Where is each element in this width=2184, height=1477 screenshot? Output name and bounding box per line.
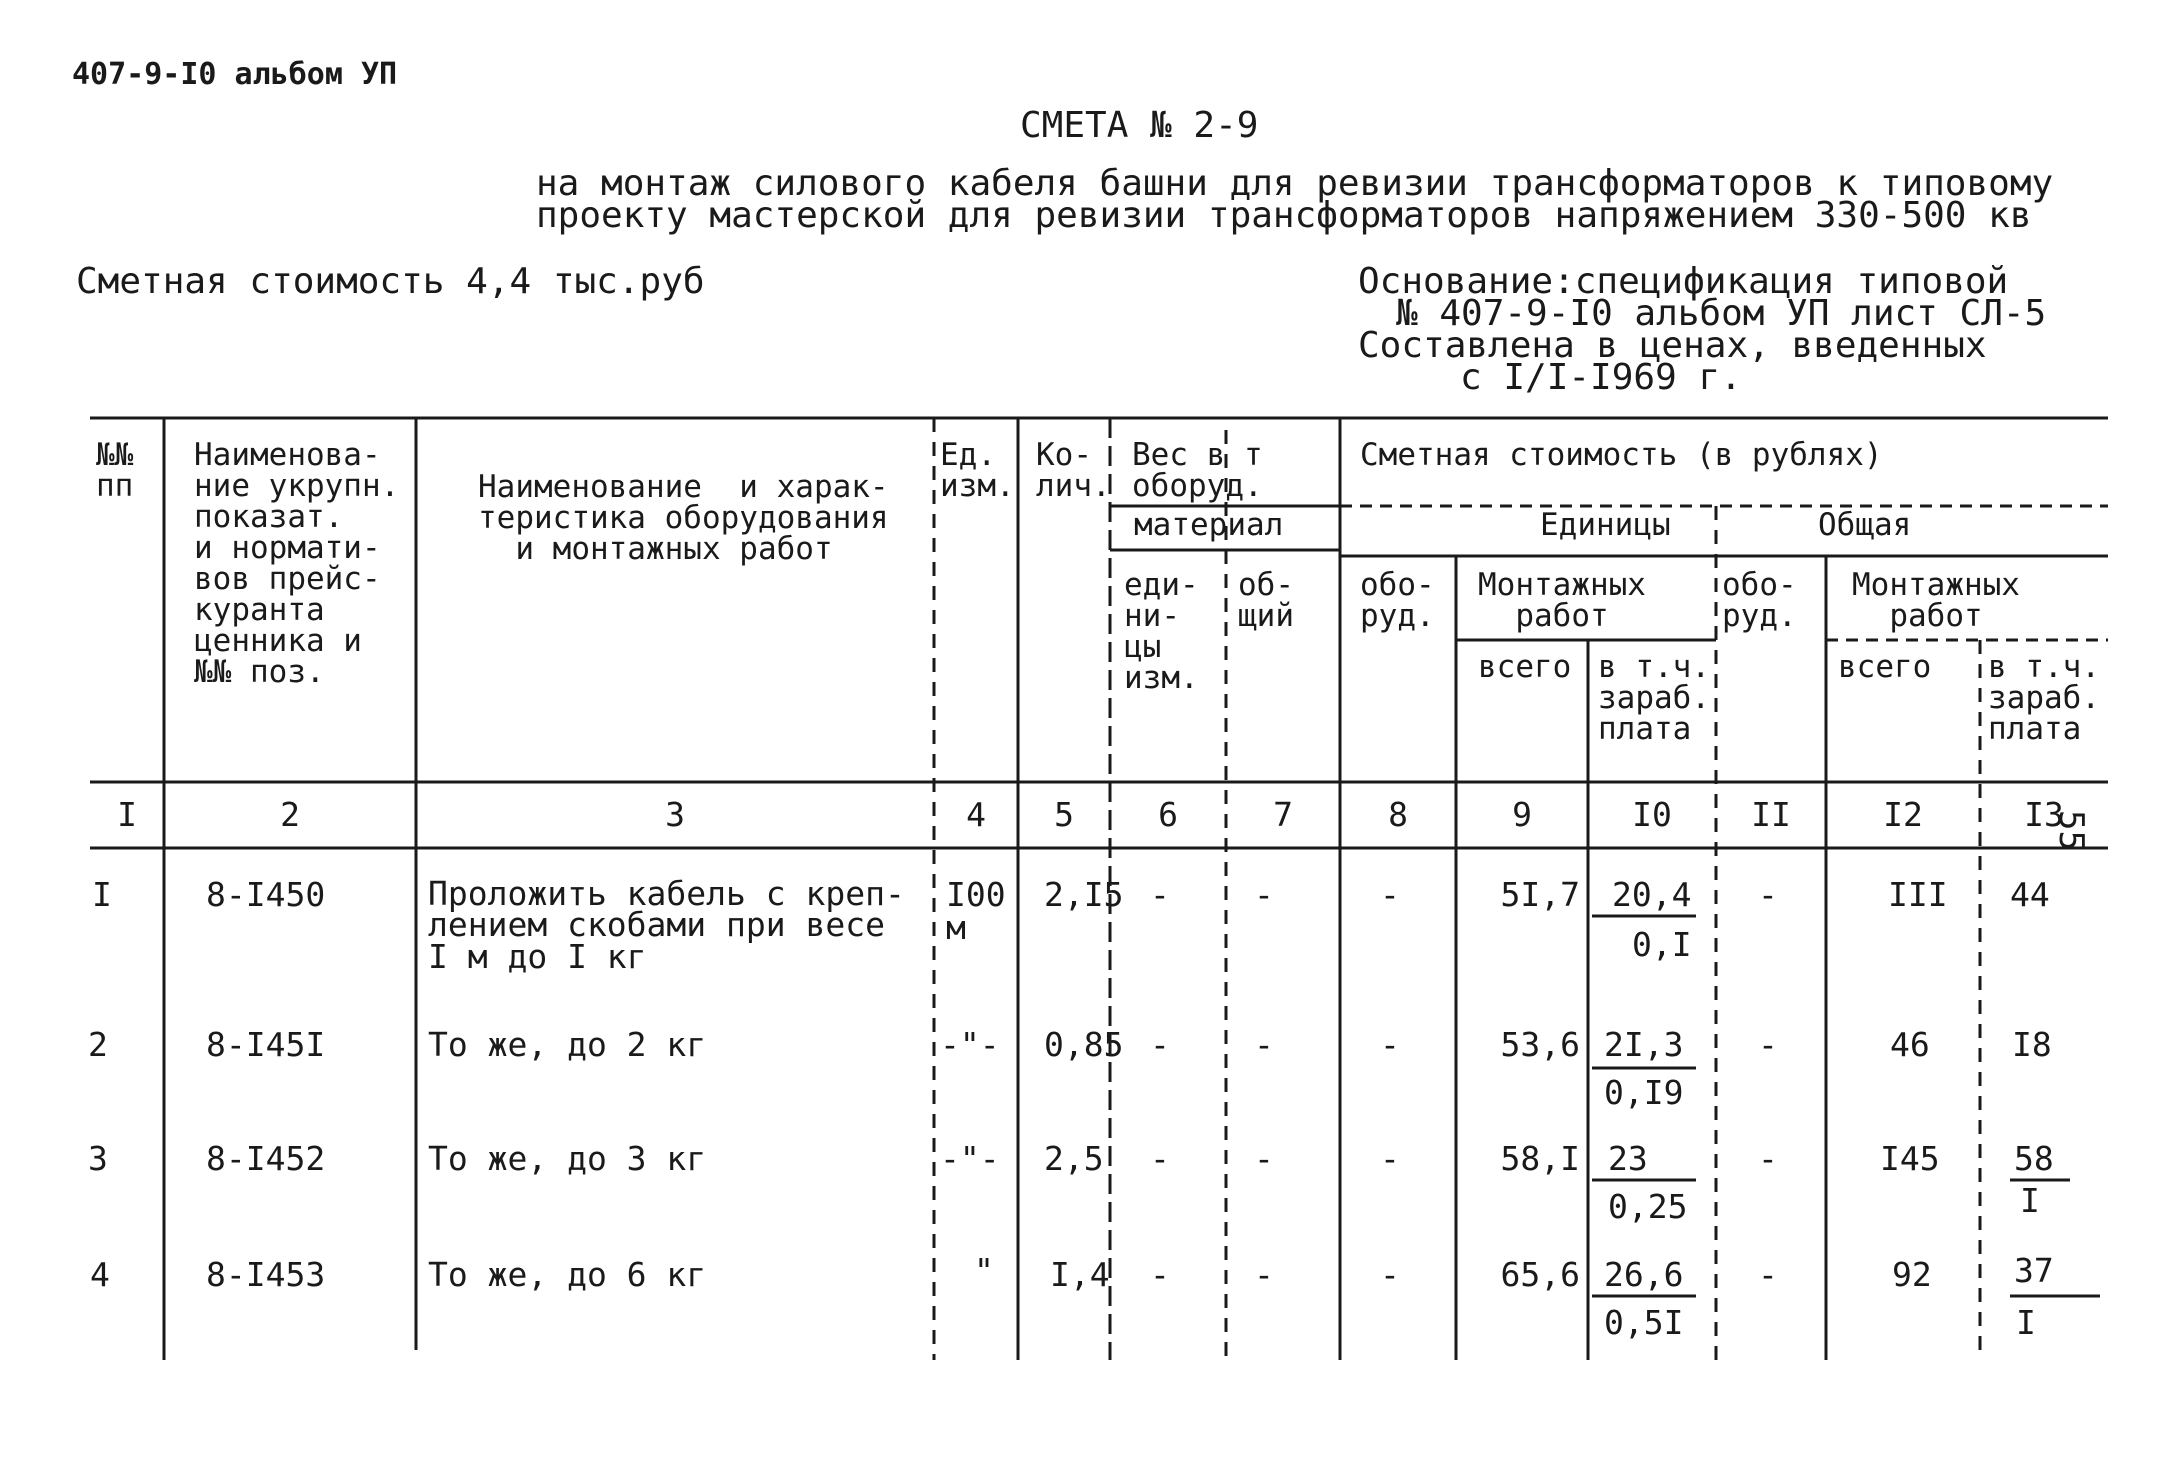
row-description: То же, до 6 кг bbox=[428, 1255, 707, 1294]
col-number: I3 bbox=[2024, 795, 2064, 834]
row-equipment-overall: - bbox=[1758, 875, 1778, 914]
row-number: 3 bbox=[88, 1139, 108, 1178]
header-weight: Вес в т оборуд. bbox=[1132, 437, 1263, 504]
header-estimate: Сметная стоимость (в рублях) bbox=[1360, 437, 1883, 473]
header-equipment-overall: обо- руд. bbox=[1722, 567, 1797, 634]
col-number: 3 bbox=[665, 795, 685, 834]
header-total-overall: всего bbox=[1838, 649, 1932, 685]
row-description: Проложить кабель с креп- лением скобами при весе I м до I кг bbox=[428, 874, 905, 976]
row-equipment-unit: - bbox=[1380, 1025, 1400, 1064]
row-equipment-overall: - bbox=[1758, 1255, 1778, 1294]
document-title: СМЕТА № 2-9 bbox=[1020, 105, 1259, 146]
row-equipment-unit: - bbox=[1380, 1139, 1400, 1178]
row-weight-total: - bbox=[1254, 1139, 1274, 1178]
row-installation-unit: 53,6 bbox=[1500, 1025, 1580, 1064]
row-equipment-unit: - bbox=[1380, 1255, 1400, 1294]
row-number: I bbox=[92, 875, 112, 914]
header-col1: №№ пп bbox=[96, 437, 134, 504]
row-wage-unit: 26,6 bbox=[1604, 1255, 1684, 1294]
row-wage-overall-sub: I bbox=[2020, 1181, 2040, 1220]
col-number: 9 bbox=[1512, 795, 1532, 834]
row-wage-unit-sub: 0,I bbox=[1632, 925, 1692, 964]
album-reference: 407-9-I0 альбом УП bbox=[72, 57, 398, 92]
col-number: I2 bbox=[1883, 795, 1923, 834]
row-installation-unit: 5I,7 bbox=[1500, 875, 1580, 914]
col-number: 8 bbox=[1388, 795, 1408, 834]
header-total-unit: всего bbox=[1478, 649, 1572, 685]
col-number: II bbox=[1751, 795, 1791, 834]
header-wage-overall: в т.ч. зараб. плата bbox=[1988, 649, 2100, 747]
row-installation-unit: 65,6 bbox=[1500, 1255, 1580, 1294]
row-weight-unit: - bbox=[1150, 1139, 1170, 1178]
row-wage-unit: 23 bbox=[1608, 1139, 1648, 1178]
row-code: 8-I45I bbox=[206, 1025, 326, 1064]
basis-line4: с I/I-I969 г. bbox=[1460, 357, 1742, 398]
row-unit: I00 м bbox=[946, 875, 1006, 947]
row-quantity: 2,5 bbox=[1044, 1139, 1104, 1178]
row-weight-unit: - bbox=[1150, 1255, 1170, 1294]
col-number: I0 bbox=[1632, 795, 1672, 834]
row-code: 8-I452 bbox=[206, 1139, 326, 1178]
header-col3: Наименование и харак- теристика оборудования и монтажных работ bbox=[478, 469, 889, 567]
page-number: 55 bbox=[2051, 810, 2091, 851]
header-col5: Ко- лич. bbox=[1036, 437, 1111, 504]
row-unit: -"- bbox=[940, 1025, 1000, 1064]
row-wage-unit-sub: 0,25 bbox=[1608, 1187, 1688, 1226]
header-col2: Наименова- ние укрупн. показат. и нормати- вов прейс- куранта ценника и №№ поз. bbox=[194, 437, 400, 690]
row-wage-overall: 58 bbox=[2014, 1139, 2054, 1178]
header-equipment-unit: обо- руд. bbox=[1360, 567, 1435, 634]
row-code: 8-I453 bbox=[206, 1255, 326, 1294]
col-number: 5 bbox=[1054, 795, 1074, 834]
header-installation-unit: Монтажных работ bbox=[1478, 567, 1646, 634]
basis-line3: Составлена в ценах, введенных bbox=[1358, 325, 1987, 366]
col-number: 6 bbox=[1158, 795, 1178, 834]
document-subtitle-line1: на монтаж силового кабеля башни для ревизии трансформаторов к типовому bbox=[536, 163, 2054, 204]
row-installation-overall: I45 bbox=[1880, 1139, 1940, 1178]
header-unit-of-measure: еди- ни- цы изм. bbox=[1124, 567, 1199, 696]
row-installation-overall: 92 bbox=[1892, 1255, 1932, 1294]
row-number: 2 bbox=[88, 1025, 108, 1064]
header-material: материал bbox=[1134, 507, 1284, 543]
document-subtitle-line2: проекту мастерской для ревизии трансформаторов напряжением 330-500 кв bbox=[536, 195, 2032, 236]
estimated-cost: Сметная стоимость 4,4 тыс.руб bbox=[76, 261, 705, 302]
row-quantity: 2,I5 bbox=[1044, 875, 1124, 914]
header-col4: Ед. изм. bbox=[940, 437, 1015, 504]
row-wage-overall: I8 bbox=[2012, 1025, 2052, 1064]
row-weight-total: - bbox=[1254, 875, 1274, 914]
row-quantity: I,4 bbox=[1050, 1255, 1110, 1294]
row-equipment-unit: - bbox=[1380, 875, 1400, 914]
col-number: I bbox=[117, 795, 137, 834]
row-description: То же, до 2 кг bbox=[428, 1025, 707, 1064]
row-wage-overall: 37 bbox=[2014, 1251, 2054, 1290]
row-installation-overall: 46 bbox=[1890, 1025, 1930, 1064]
header-wage-unit: в т.ч. зараб. плата bbox=[1598, 649, 1710, 747]
row-equipment-overall: - bbox=[1758, 1025, 1778, 1064]
row-quantity: 0,85 bbox=[1044, 1025, 1124, 1064]
row-weight-total: - bbox=[1254, 1255, 1274, 1294]
col-number: 2 bbox=[280, 795, 300, 834]
row-wage-unit: 20,4 bbox=[1612, 875, 1692, 914]
row-wage-overall: 44 bbox=[2010, 875, 2050, 914]
row-wage-overall-sub: I bbox=[2016, 1303, 2036, 1342]
row-installation-overall: III bbox=[1888, 875, 1948, 914]
row-unit: -"- bbox=[940, 1139, 1000, 1178]
row-weight-unit: - bbox=[1150, 1025, 1170, 1064]
header-units: Единицы bbox=[1540, 507, 1671, 543]
row-equipment-overall: - bbox=[1758, 1139, 1778, 1178]
basis-line1: Основание:спецификация типовой bbox=[1358, 261, 2009, 302]
row-unit: " bbox=[974, 1251, 994, 1290]
row-description: То же, до 3 кг bbox=[428, 1139, 707, 1178]
header-installation-overall: Монтажных работ bbox=[1852, 567, 2020, 634]
row-number: 4 bbox=[90, 1255, 110, 1294]
header-total-weight: об- щий bbox=[1238, 567, 1294, 634]
row-weight-unit: - bbox=[1150, 875, 1170, 914]
header-overall: Общая bbox=[1818, 507, 1912, 543]
row-wage-unit-sub: 0,I9 bbox=[1604, 1073, 1684, 1112]
row-weight-total: - bbox=[1254, 1025, 1274, 1064]
basis-line2: № 407-9-I0 альбом УП лист СЛ-5 bbox=[1396, 293, 2047, 334]
col-number: 7 bbox=[1273, 795, 1293, 834]
col-number: 4 bbox=[966, 795, 986, 834]
row-wage-unit: 2I,3 bbox=[1604, 1025, 1684, 1064]
row-code: 8-I450 bbox=[206, 875, 326, 914]
row-installation-unit: 58,I bbox=[1500, 1139, 1580, 1178]
row-wage-unit-sub: 0,5I bbox=[1604, 1303, 1684, 1342]
